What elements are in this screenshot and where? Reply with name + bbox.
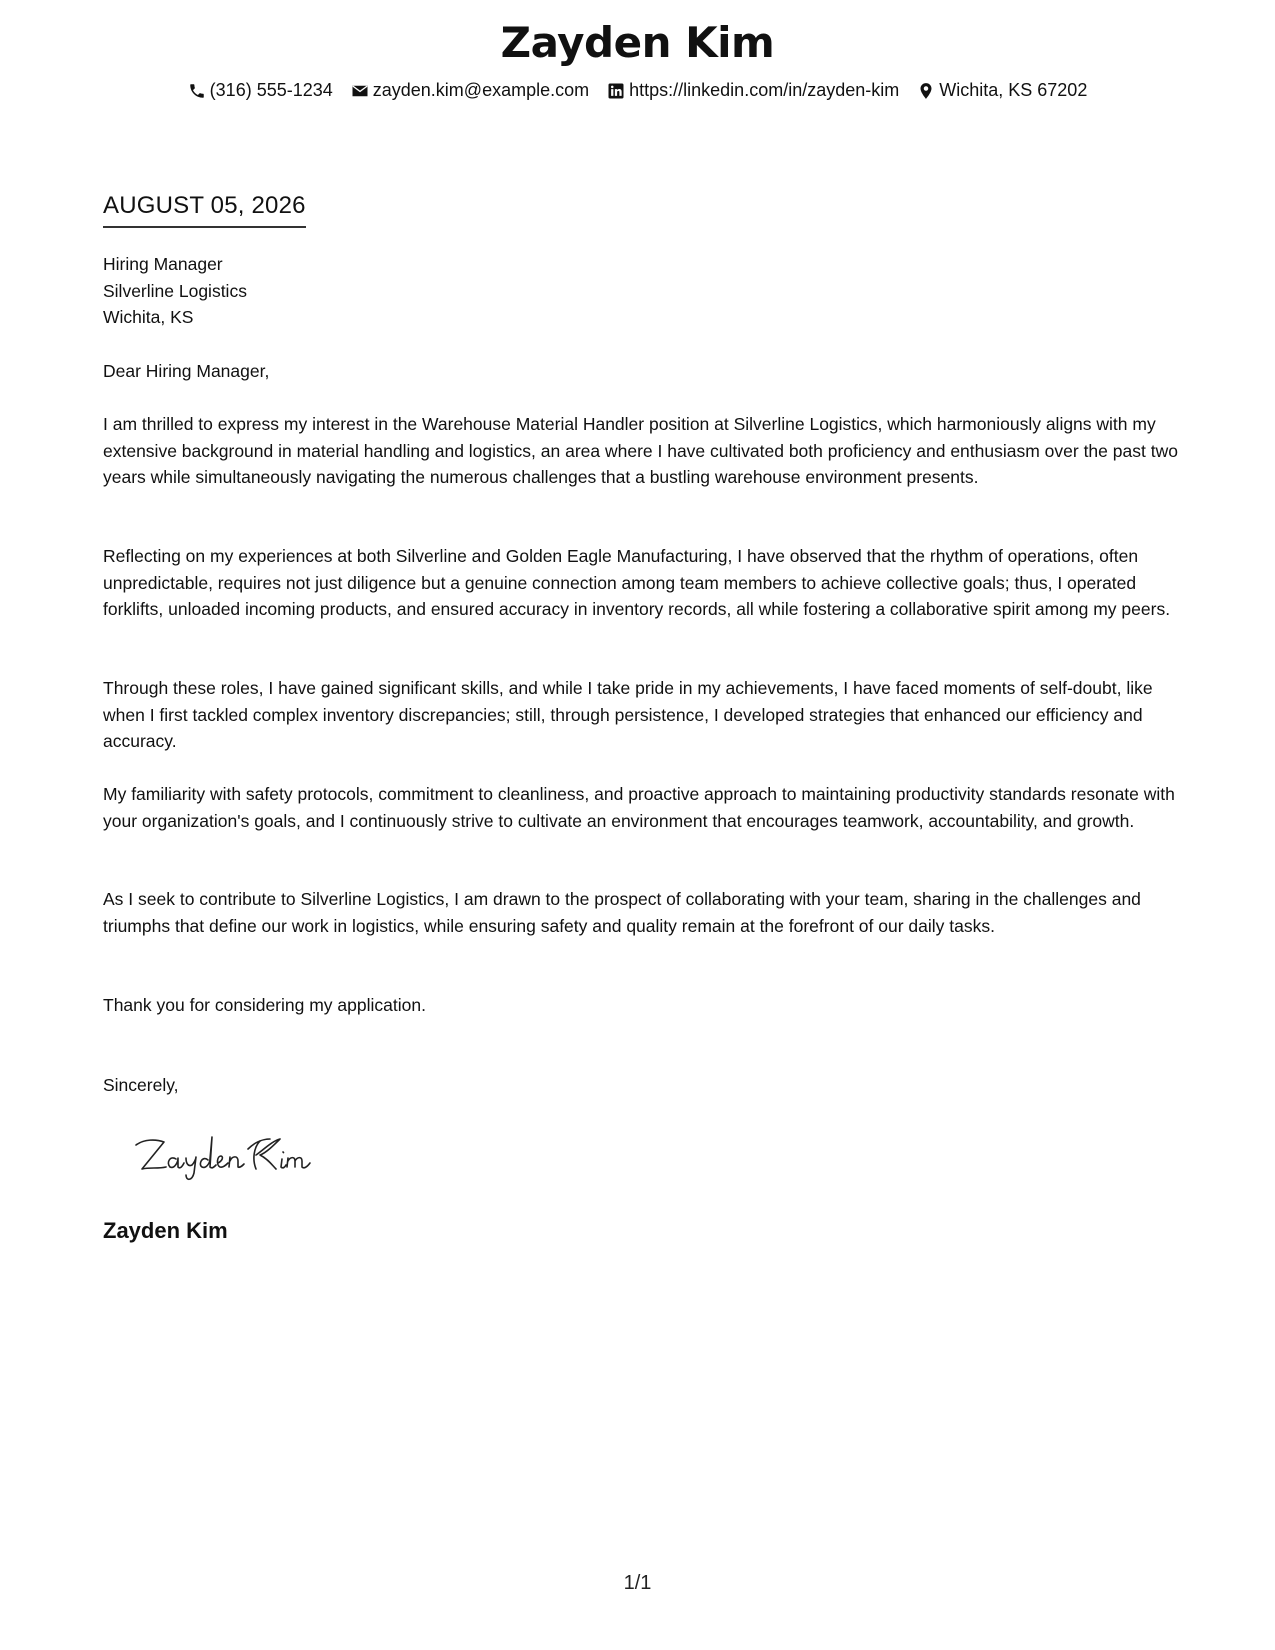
phone-icon: [188, 82, 206, 100]
envelope-icon: [351, 82, 369, 100]
recipient-title: Hiring Manager: [103, 254, 223, 274]
contact-info-row: [0, 80, 1275, 101]
contact-phone: [188, 80, 333, 101]
location-text: Wichita, KS 67202: [939, 80, 1088, 100]
body-paragraph: Through these roles, I have gained significant skills, and while I take pride in my achievements, I have faced moments of self-doubt, like when I first tackled complex inventory discrepancies; still, through persistence, I developed strategies that enhanced our efficiency and accuracy.: [103, 678, 1153, 751]
contact-location: [917, 80, 1087, 101]
applicant-name-heading: Zayden Kim: [500, 18, 775, 67]
body-paragraph: As I seek to contribute to Silverline Logistics, I am drawn to the prospect of collaborating with your team, sharing in the challenges and triumphs that define our work in logistics, while ensuring safety and quality remain at the forefront of our daily tasks.: [103, 889, 1141, 936]
contact-email[interactable]: [351, 80, 589, 101]
phone-text: (316) 555-1234: [209, 80, 333, 100]
signer-name: Zayden Kim: [103, 1218, 228, 1243]
recipient-company: Silverline Logistics: [103, 280, 247, 301]
contact-linkedin[interactable]: [607, 80, 899, 101]
recipient-city: Wichita, KS: [103, 307, 194, 327]
recipient-block: [103, 251, 1178, 331]
linkedin-icon: [607, 82, 625, 100]
body-paragraph: Reflecting on my experiences at both Silverline and Golden Eagle Manufacturing, I have observed that the rhythm of operations, often unpredictable, requires not just diligence but a genuine connection among team members to achieve collective goals; thus, I operated forklifts, unloaded incoming products, and ensured accuracy in inventory records, all while fostering a collaborative spirit among my peers.: [103, 546, 1171, 619]
page-number: 1/1: [623, 1572, 652, 1594]
letter-date: AUGUST 05, 2026: [103, 192, 306, 228]
salutation: Dear Hiring Manager,: [103, 361, 270, 381]
closing-line: Sincerely,: [103, 1075, 179, 1095]
linkedin-text[interactable]: https://linkedin.com/in/zayden-kim: [629, 80, 900, 100]
signature-image: [130, 1125, 340, 1185]
body-paragraph: I am thrilled to express my interest in the Warehouse Material Handler position at Silverline Logistics, which harmoniously aligns with my extensive background in material handling and logistics, an area where I have cultivated both proficiency and enthusiasm over the past two years while simultaneously navigating the numerous challenges that a bustling warehouse environment presents.: [103, 414, 1178, 487]
email-text[interactable]: zayden.kim@example.com: [372, 80, 590, 100]
map-marker-icon: [917, 82, 935, 100]
thanks-line: Thank you for considering my application.: [103, 995, 426, 1015]
body-paragraph: My familiarity with safety protocols, commitment to cleanliness, and proactive approach to maintaining productivity standards resonate with your organization's goals, and I continuously strive to cultivate an environment that encourages teamwork, accountability, and growth.: [103, 784, 1175, 831]
